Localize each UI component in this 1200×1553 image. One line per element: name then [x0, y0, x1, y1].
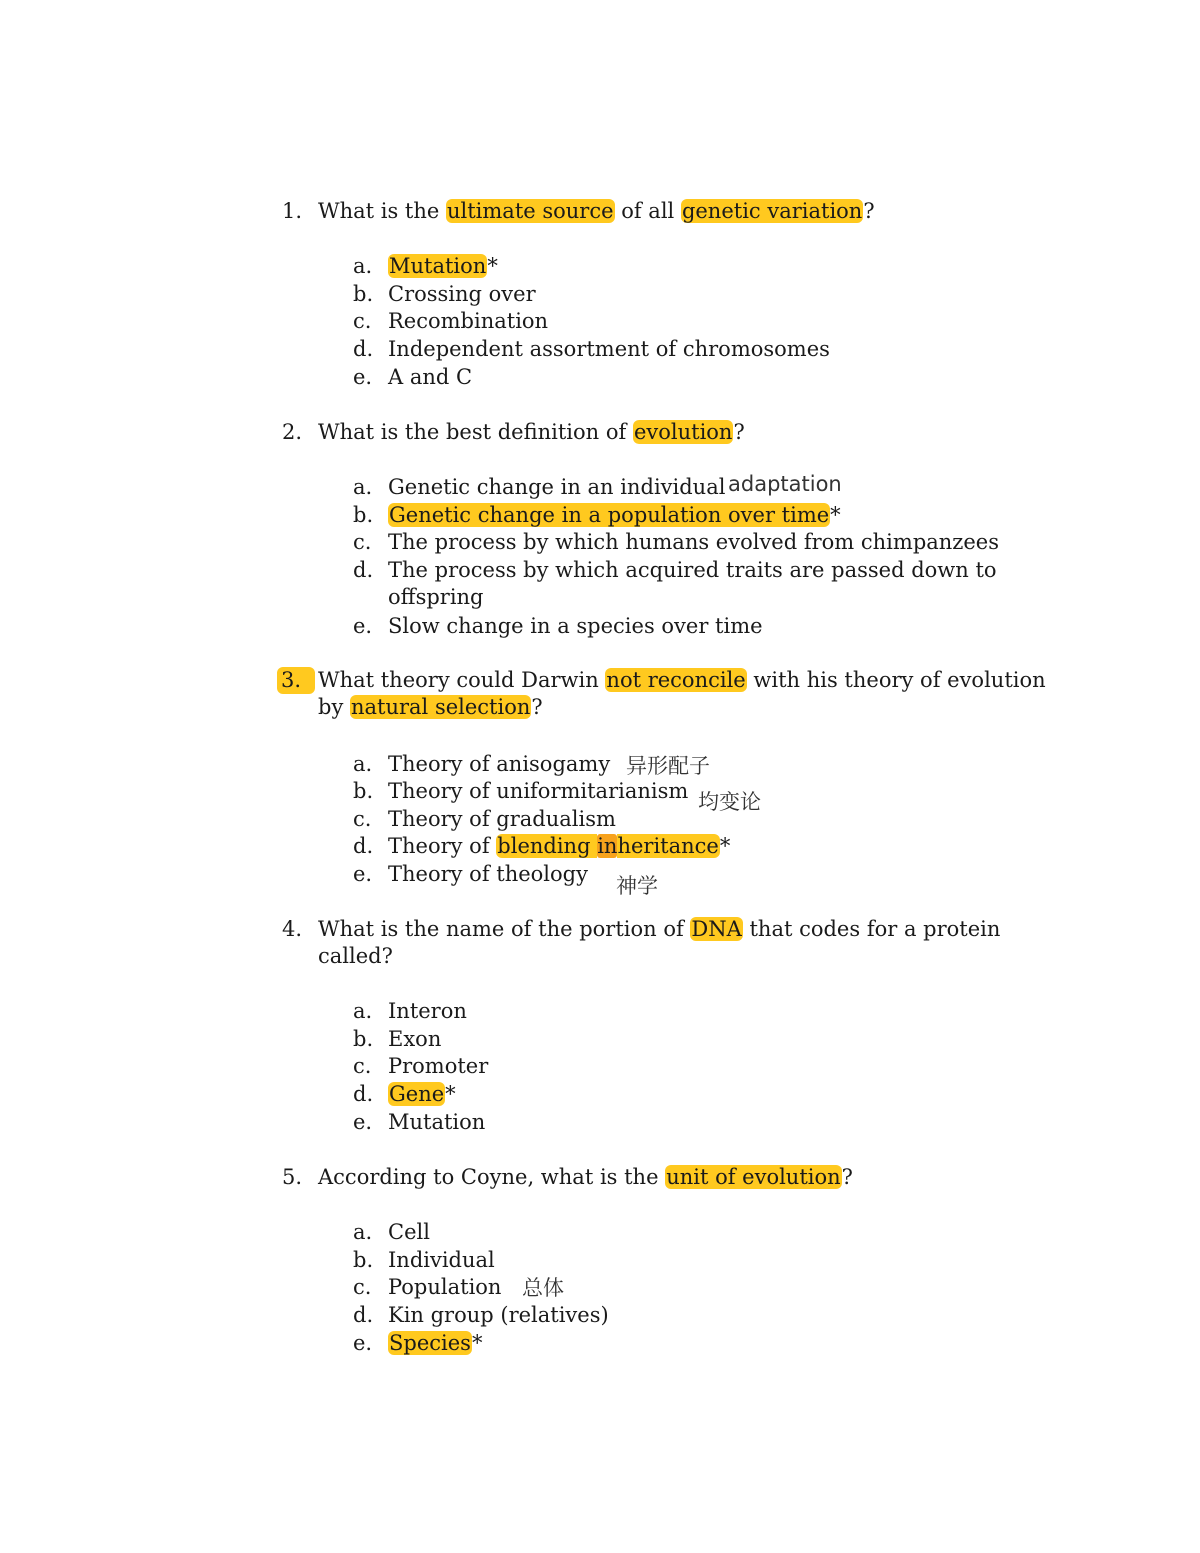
option-letter: a.: [353, 999, 373, 1023]
option-text: Individual: [388, 1248, 495, 1272]
option-4d: [353, 1081, 456, 1108]
option-1a: [353, 253, 498, 280]
option-1e: [353, 364, 472, 391]
handwritten-note: 异形配子: [626, 754, 710, 778]
text: What is the name of the portion of: [318, 917, 691, 941]
option-letter: c.: [353, 807, 372, 831]
question-text: [318, 1164, 1018, 1191]
option-text: Theory of: [388, 834, 497, 858]
option-4a: [353, 998, 467, 1025]
option-letter: c.: [353, 530, 372, 554]
option-letter: e.: [353, 862, 373, 886]
handwritten-note: 神学: [616, 874, 658, 898]
option-letter: e.: [353, 1110, 373, 1134]
highlight: DNA: [691, 917, 742, 941]
highlight: Genetic change in a population over time: [389, 503, 830, 527]
option-letter: b.: [353, 1027, 374, 1051]
text: of all: [614, 199, 681, 223]
option-letter: a.: [353, 254, 373, 278]
option-letter: d.: [353, 558, 374, 582]
option-letter: d.: [353, 337, 374, 361]
highlight: unit of evolution: [666, 1165, 841, 1189]
option-letter: d.: [353, 834, 374, 858]
highlight: not reconcile: [606, 668, 746, 692]
option-letter: e.: [353, 365, 373, 389]
answer-star: *: [830, 503, 841, 527]
option-1c: [353, 308, 548, 335]
text: What is the best definition of: [318, 420, 633, 444]
highlight-overlap: in: [597, 834, 618, 858]
highlight: ultimate source: [446, 199, 614, 223]
question-number: 3.: [277, 667, 315, 694]
option-text: Kin group (relatives): [388, 1303, 609, 1327]
option-letter: b.: [353, 779, 374, 803]
highlight: evolution: [633, 420, 733, 444]
text: called?: [318, 944, 393, 968]
option-3d: [353, 833, 730, 860]
option-text: Interon: [388, 999, 467, 1023]
text: that codes for a protein: [742, 917, 1001, 941]
option-text: Promoter: [388, 1054, 489, 1078]
text: According to Coyne, what is the: [318, 1165, 666, 1189]
option-2b: [353, 502, 841, 529]
highlight: blending: [497, 834, 598, 858]
option-5d: [353, 1302, 609, 1329]
option-2a: [353, 474, 725, 501]
question-number: 4.: [282, 917, 303, 941]
text: What theory could Darwin: [318, 668, 606, 692]
question-number: 5.: [282, 1165, 303, 1189]
text: with his theory of evolution: [746, 668, 1046, 692]
option-text: Slow change in a species over time: [388, 614, 763, 638]
option-letter: c.: [353, 309, 372, 333]
highlight: genetic variation: [681, 199, 863, 223]
option-4e: [353, 1109, 485, 1136]
option-2e: [353, 613, 763, 640]
option-letter: e.: [353, 1331, 373, 1355]
question-text: [318, 916, 1018, 970]
text: by: [318, 695, 350, 719]
option-5a: [353, 1219, 430, 1246]
option-letter: b.: [353, 282, 374, 306]
option-3c: [353, 806, 616, 833]
text: ?: [531, 695, 543, 719]
option-letter: b.: [353, 503, 374, 527]
highlight: Gene: [389, 1082, 445, 1106]
highlight: Species: [389, 1331, 471, 1355]
option-letter: a.: [353, 752, 373, 776]
option-letter: b.: [353, 1248, 374, 1272]
option-1d: [353, 336, 830, 363]
option-text: The process by which humans evolved from chimpanzees: [388, 530, 999, 554]
option-text: offspring: [388, 585, 484, 609]
option-5b: [353, 1247, 495, 1274]
option-letter: d.: [353, 1303, 374, 1327]
answer-star: *: [719, 834, 731, 858]
option-2c: [353, 529, 999, 556]
option-text: Theory of gradualism: [388, 807, 616, 831]
text: What is the: [318, 199, 446, 223]
option-3e: [353, 861, 588, 888]
option-text: Independent assortment of chromosomes: [388, 337, 830, 361]
option-text: Mutation: [388, 1110, 486, 1134]
answer-star: *: [487, 254, 498, 278]
highlight: natural selection: [350, 695, 531, 719]
handwritten-note: adaptation: [728, 472, 842, 496]
option-letter: a.: [353, 1220, 373, 1244]
option-4b: [353, 1026, 441, 1053]
option-text: Genetic change in an individual: [388, 475, 726, 499]
option-letter: a.: [353, 475, 373, 499]
option-3a: [353, 751, 610, 778]
option-letter: d.: [353, 1082, 374, 1106]
option-text: Theory of theology: [388, 862, 588, 886]
question-number: 2.: [282, 420, 303, 444]
question-text: [318, 419, 1018, 446]
option-3b: [353, 778, 688, 805]
text: ?: [863, 199, 875, 223]
option-5e: [353, 1330, 482, 1357]
handwritten-note: 总体: [522, 1276, 564, 1300]
option-text: Population: [388, 1275, 502, 1299]
option-4c: [353, 1053, 488, 1080]
option-letter: c.: [353, 1054, 372, 1078]
option-text: Crossing over: [388, 282, 536, 306]
option-text: Theory of uniformitarianism: [388, 779, 689, 803]
option-1b: [353, 281, 536, 308]
option-2d: [353, 557, 997, 611]
answer-star: *: [471, 1331, 483, 1355]
highlight: Mutation: [389, 254, 487, 278]
option-text: Theory of anisogamy: [388, 752, 611, 776]
answer-star: *: [445, 1082, 456, 1106]
option-5c: [353, 1274, 501, 1301]
option-text: Recombination: [388, 309, 549, 333]
option-text: A and C: [388, 365, 473, 389]
option-letter: e.: [353, 614, 373, 638]
option-letter: c.: [353, 1275, 372, 1299]
highlight: heritance: [617, 834, 719, 858]
question-text: [318, 198, 1018, 225]
question-text: [318, 667, 1046, 721]
option-text: Exon: [388, 1027, 442, 1051]
option-text: Cell: [388, 1220, 430, 1244]
text: ?: [733, 420, 745, 444]
handwritten-note: 均变论: [698, 790, 761, 814]
option-text: The process by which acquired traits are passed down to: [388, 558, 997, 582]
question-number: 1.: [282, 199, 303, 223]
text: ?: [841, 1165, 853, 1189]
